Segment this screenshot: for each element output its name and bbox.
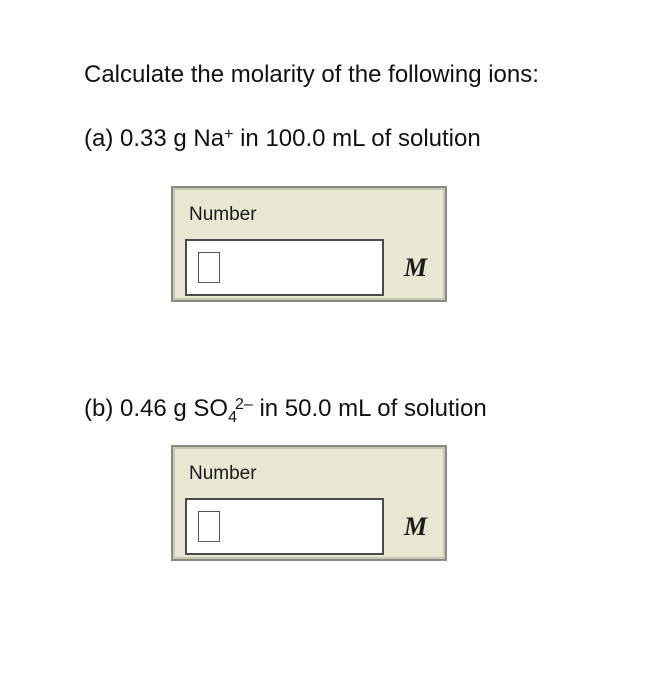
question-b-subscript: 4 — [228, 409, 237, 426]
answer-box-a — [171, 186, 447, 302]
answer-a-label: Number — [189, 204, 257, 225]
answer-a-unit: M — [404, 253, 428, 282]
question-b-suffix: in 50.0 mL of solution — [252, 395, 487, 422]
question-a-suffix: in 100.0 mL of solution — [233, 125, 481, 152]
question-b — [84, 394, 487, 427]
answer-a-cursor-icon — [198, 252, 220, 283]
question-a — [84, 124, 481, 154]
prompt-text: Calculate the molarity of the following ions: — [84, 61, 539, 88]
question-a-charge: + — [224, 126, 234, 143]
question-b-charge: 2– — [234, 396, 253, 413]
answer-b-label: Number — [189, 463, 257, 484]
question-a-prefix: (a) 0.33 g Na — [84, 125, 225, 152]
answer-b-unit: M — [404, 512, 428, 541]
answer-a-input[interactable] — [185, 239, 384, 296]
answer-box-b — [171, 445, 447, 561]
answer-b-cursor-icon — [198, 511, 220, 542]
question-b-prefix: (b) 0.46 g SO — [84, 395, 229, 422]
answer-b-input[interactable] — [185, 498, 384, 555]
